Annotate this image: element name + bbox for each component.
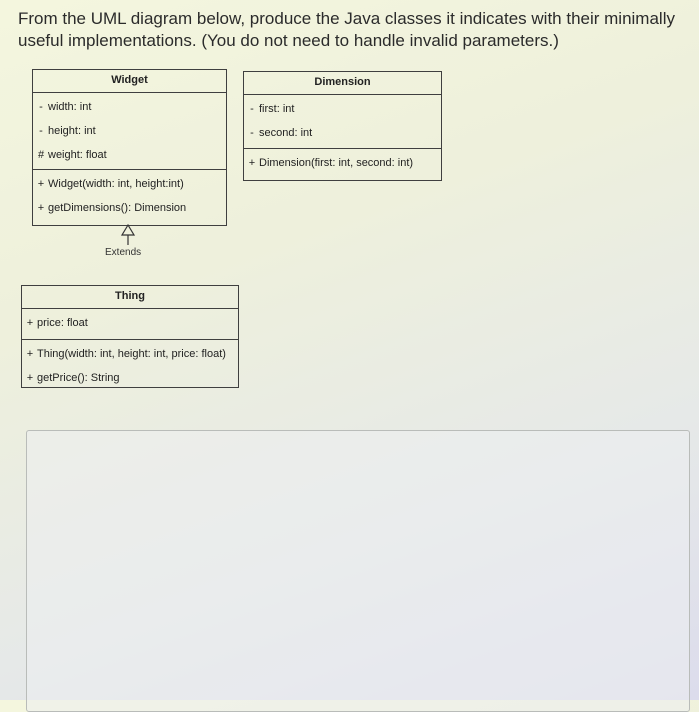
method-text: getPrice(): String [37,372,120,384]
class-name: Thing [22,286,238,309]
answer-input[interactable] [26,430,690,712]
visibility-marker: - [250,103,254,115]
hollow-triangle-icon [113,224,143,246]
method-text: getDimensions(): Dimension [48,202,187,214]
visibility-marker: + [37,202,45,214]
field-row [248,121,437,145]
visibility-marker: # [37,149,45,161]
field-row [37,95,222,119]
field-text: height: int [48,125,96,137]
class-name: Dimension [244,72,441,95]
fields-section [33,93,226,170]
field-text: price: float [37,317,88,329]
methods-section [33,170,226,222]
visibility-marker: + [26,348,34,360]
field-text: second: int [259,127,313,139]
class-dimension [243,71,442,181]
method-row [26,366,234,390]
method-row [37,196,222,220]
visibility-marker: - [39,101,43,113]
field-row [248,97,437,121]
method-row [26,342,234,366]
extends-label: Extends [105,247,142,258]
method-text: Widget(width: int, height:int) [48,178,184,190]
methods-section [22,340,238,392]
method-text: Dimension(first: int, second: int) [259,157,414,169]
class-name: Widget [33,70,226,93]
methods-section [244,149,441,177]
field-text: first: int [259,103,295,115]
visibility-marker: - [250,127,254,139]
fields-section [244,95,441,149]
method-row [37,172,222,196]
field-text: weight: float [48,149,107,161]
field-text: width: int [48,101,92,113]
field-row [37,119,222,143]
visibility-marker: + [37,178,45,190]
class-widget [32,69,227,226]
visibility-marker: - [39,125,43,137]
method-row [248,151,437,175]
method-text: Thing(width: int, height: int, price: float) [37,348,226,360]
question-text: From the UML diagram below, produce the Java classes it indicates with their minimally useful implementations. (You do not need to handle invalid parameters.) [18,9,675,50]
visibility-marker: + [26,372,34,384]
class-thing [21,285,239,388]
fields-section [22,309,238,340]
visibility-marker: + [26,317,34,329]
field-row [26,311,234,335]
field-row [37,143,222,167]
visibility-marker: + [248,157,256,169]
